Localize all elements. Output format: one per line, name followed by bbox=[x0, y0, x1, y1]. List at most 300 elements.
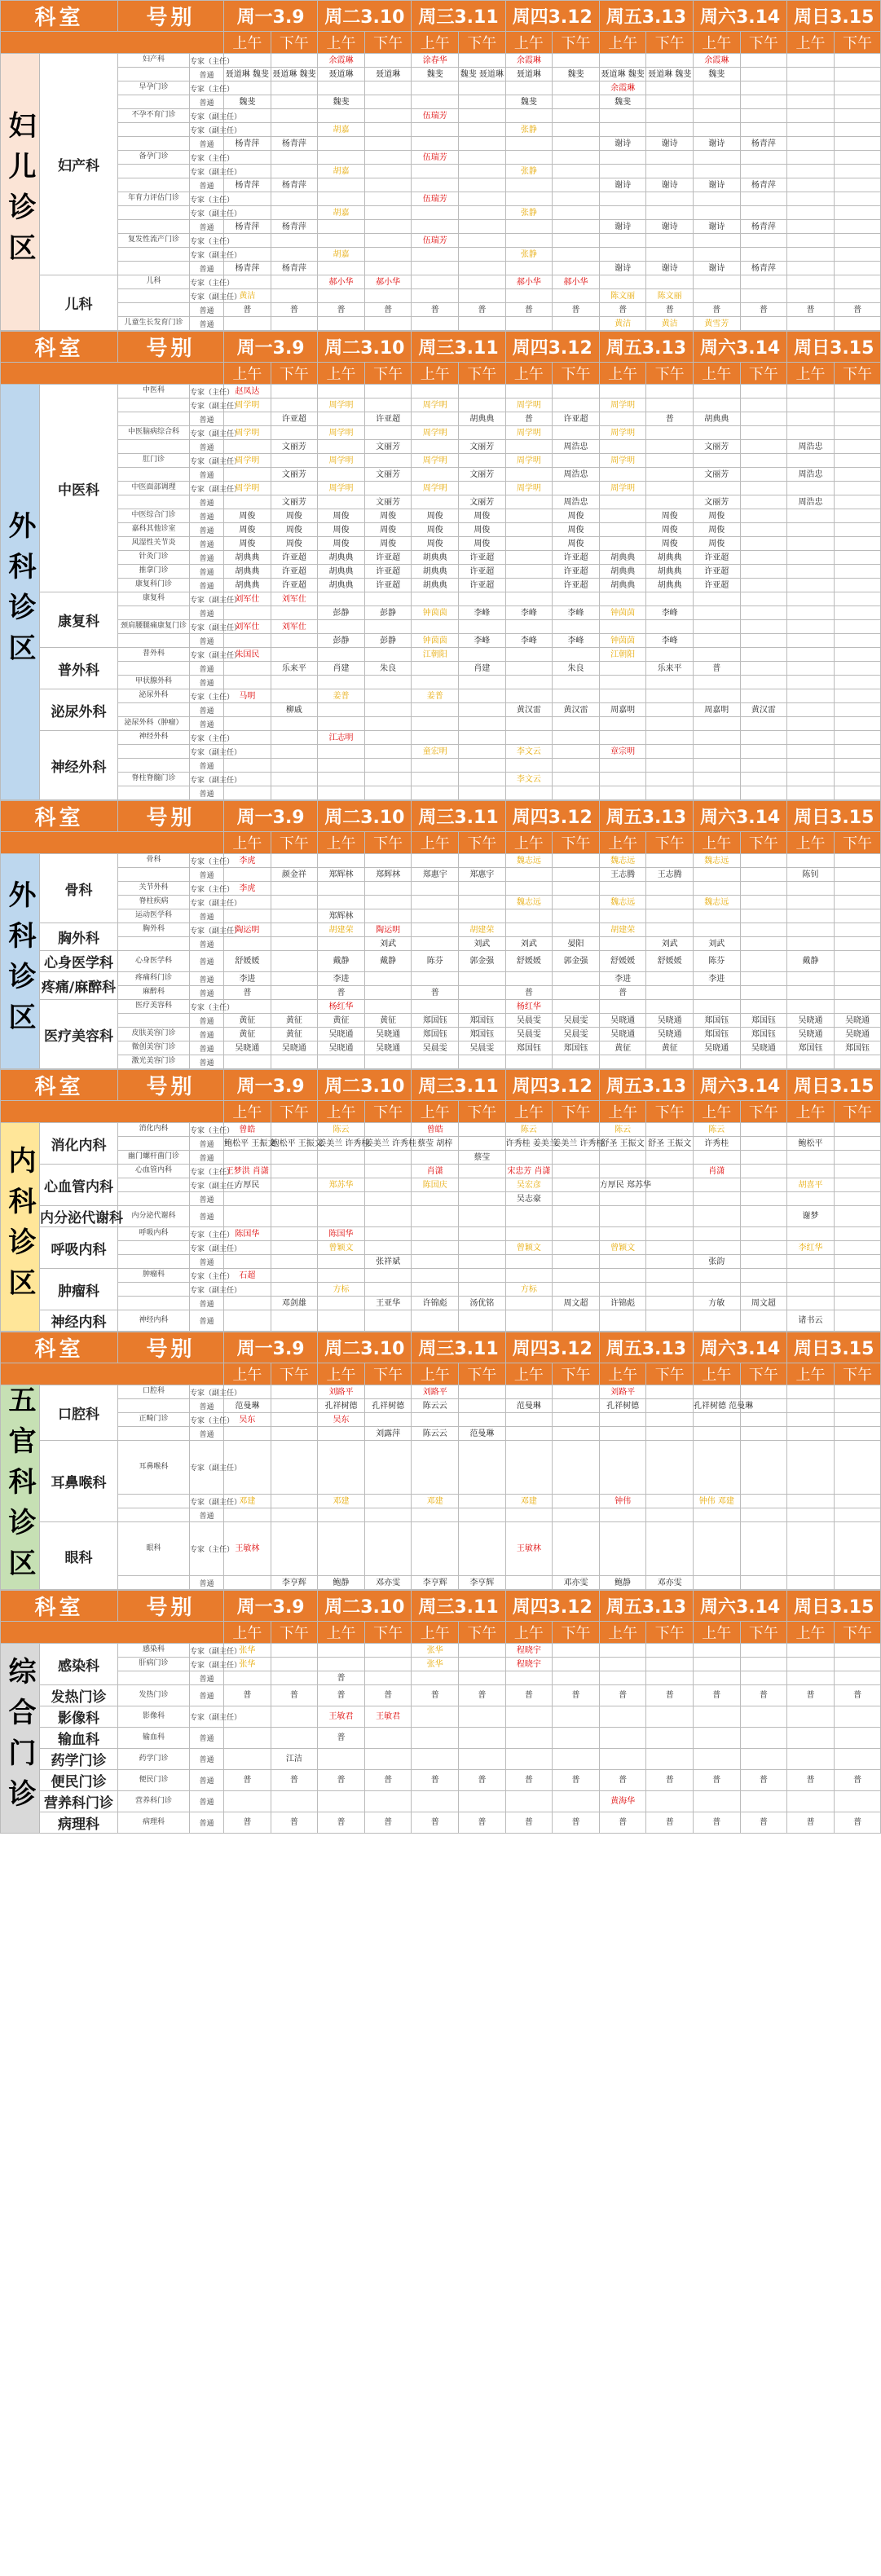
dept-name: 呼吸内科 bbox=[40, 1227, 118, 1269]
region-label: 妇儿诊区 bbox=[1, 54, 40, 331]
clinic-name bbox=[118, 262, 190, 275]
schedule-cell bbox=[646, 399, 694, 412]
schedule-cell bbox=[599, 1508, 646, 1522]
schedule-cell bbox=[646, 440, 694, 454]
header-pm: 下午 bbox=[271, 1622, 318, 1644]
schedule-cell bbox=[459, 1227, 506, 1241]
table-row bbox=[1, 1644, 881, 1658]
header-pm: 下午 bbox=[553, 1363, 600, 1385]
schedule-cell bbox=[364, 109, 412, 123]
doctor-level: 普通 bbox=[190, 909, 224, 923]
schedule-cell: 魏志远 bbox=[693, 896, 740, 909]
schedule-cell bbox=[740, 909, 787, 923]
schedule-cell bbox=[646, 1413, 694, 1427]
header-pm: 下午 bbox=[553, 1101, 600, 1123]
header-am: 上午 bbox=[599, 832, 646, 854]
schedule-cell bbox=[505, 868, 553, 882]
header-blank bbox=[1, 363, 224, 385]
schedule-cell bbox=[693, 1385, 740, 1399]
schedule-cell bbox=[271, 1206, 318, 1227]
schedule-cell bbox=[740, 81, 787, 95]
schedule-cell bbox=[834, 1706, 881, 1728]
header-pm: 下午 bbox=[553, 1622, 600, 1644]
header-day: 周五3.13 bbox=[599, 801, 693, 832]
schedule-cell: 周学明 bbox=[224, 482, 271, 495]
schedule-cell bbox=[505, 1255, 553, 1269]
schedule-cell bbox=[224, 1508, 271, 1522]
schedule-cell bbox=[787, 1192, 835, 1206]
header-am: 上午 bbox=[787, 363, 835, 385]
schedule-cell: 邓亦雯 bbox=[553, 1576, 600, 1590]
schedule-cell bbox=[646, 1206, 694, 1227]
schedule-cell bbox=[693, 868, 740, 882]
header-day: 周三3.11 bbox=[412, 1, 505, 32]
doctor-level: 普通 bbox=[190, 317, 224, 331]
schedule-cell bbox=[646, 648, 694, 662]
schedule-cell bbox=[224, 868, 271, 882]
schedule-cell bbox=[318, 137, 365, 151]
schedule-cell: 吴晓通 bbox=[787, 1014, 835, 1028]
schedule-cell bbox=[364, 220, 412, 234]
schedule-cell bbox=[599, 523, 646, 537]
schedule-cell: 普 bbox=[364, 1770, 412, 1791]
schedule-cell bbox=[646, 909, 694, 923]
schedule-cell: 陈云 bbox=[599, 1123, 646, 1137]
schedule-cell bbox=[553, 1706, 600, 1728]
schedule-cell bbox=[599, 1671, 646, 1685]
schedule-cell bbox=[599, 1522, 646, 1576]
schedule-cell: 章宗明 bbox=[599, 745, 646, 759]
schedule-cell bbox=[505, 178, 553, 192]
schedule-cell bbox=[834, 178, 881, 192]
schedule-cell bbox=[505, 620, 553, 634]
schedule-cell bbox=[693, 385, 740, 399]
schedule-cell bbox=[505, 151, 553, 165]
schedule-cell: 胡典典 bbox=[599, 551, 646, 565]
dept-name: 便民门诊 bbox=[40, 1770, 118, 1791]
schedule-cell: 李峰 bbox=[459, 634, 506, 648]
doctor-level: 专家（主任） bbox=[190, 234, 224, 248]
schedule-cell bbox=[412, 909, 459, 923]
schedule-cell bbox=[740, 882, 787, 896]
schedule-cell bbox=[787, 192, 835, 206]
schedule-cell: 乐来平 bbox=[646, 662, 694, 676]
schedule-cell: 孔祥树德 bbox=[599, 1399, 646, 1413]
schedule-cell bbox=[364, 95, 412, 109]
table-row bbox=[1, 151, 881, 165]
schedule-cell: 周俊 bbox=[553, 537, 600, 551]
table-row bbox=[1, 565, 881, 579]
schedule-cell bbox=[505, 220, 553, 234]
schedule-cell bbox=[318, 854, 365, 868]
schedule-cell bbox=[271, 676, 318, 689]
schedule-cell: 姜普 bbox=[318, 689, 365, 703]
schedule-cell bbox=[318, 1749, 365, 1770]
table-row bbox=[1, 909, 881, 923]
header-pm: 下午 bbox=[459, 32, 506, 54]
header-pm: 下午 bbox=[271, 32, 318, 54]
clinic-name bbox=[118, 206, 190, 220]
schedule-cell bbox=[459, 109, 506, 123]
schedule-cell bbox=[787, 1000, 835, 1014]
schedule-cell: 黄洁 bbox=[599, 317, 646, 331]
schedule-cell bbox=[505, 717, 553, 731]
clinic-name bbox=[118, 759, 190, 773]
schedule-cell: 方标 bbox=[505, 1283, 553, 1297]
header-am: 上午 bbox=[412, 363, 459, 385]
schedule-cell bbox=[646, 426, 694, 440]
header-blank bbox=[1, 1363, 224, 1385]
schedule-cell bbox=[646, 1791, 694, 1812]
schedule-cell bbox=[693, 1671, 740, 1685]
schedule-cell bbox=[364, 1495, 412, 1508]
schedule-cell bbox=[271, 1255, 318, 1269]
table-row bbox=[1, 220, 881, 234]
schedule-section bbox=[0, 1590, 881, 1834]
schedule-cell bbox=[271, 1283, 318, 1297]
schedule-cell: 普 bbox=[646, 1770, 694, 1791]
schedule-cell: 周文超 bbox=[553, 1297, 600, 1310]
doctor-level: 专家（主任） bbox=[190, 1165, 224, 1178]
schedule-cell bbox=[787, 317, 835, 331]
schedule-cell bbox=[271, 1399, 318, 1413]
schedule-cell: 胡建荣 bbox=[318, 923, 365, 937]
schedule-cell bbox=[318, 896, 365, 909]
header-pm: 下午 bbox=[740, 1363, 787, 1385]
doctor-level: 普通 bbox=[190, 95, 224, 109]
header-room: 科室 bbox=[1, 1591, 118, 1622]
schedule-cell bbox=[834, 1206, 881, 1227]
schedule-cell bbox=[740, 509, 787, 523]
schedule-cell: 吴宏彦 bbox=[505, 1178, 553, 1192]
schedule-cell bbox=[787, 972, 835, 986]
schedule-cell bbox=[364, 1055, 412, 1069]
schedule-cell bbox=[740, 1269, 787, 1283]
schedule-cell bbox=[834, 745, 881, 759]
schedule-cell bbox=[834, 109, 881, 123]
table-row bbox=[1, 248, 881, 262]
schedule-cell bbox=[505, 1413, 553, 1427]
schedule-cell bbox=[459, 1522, 506, 1576]
schedule-cell bbox=[787, 234, 835, 248]
clinic-name: 肛门诊 bbox=[118, 454, 190, 468]
dept-name: 医疗美容科 bbox=[40, 1000, 118, 1069]
schedule-cell bbox=[599, 440, 646, 454]
schedule-cell bbox=[646, 882, 694, 896]
schedule-cell bbox=[412, 385, 459, 399]
schedule-cell bbox=[459, 426, 506, 440]
schedule-cell: 江朝阳 bbox=[599, 648, 646, 662]
schedule-cell bbox=[224, 495, 271, 509]
schedule-cell bbox=[505, 551, 553, 565]
schedule-cell bbox=[599, 1269, 646, 1283]
schedule-cell bbox=[271, 1658, 318, 1671]
header-day: 周日3.15 bbox=[787, 1, 881, 32]
schedule-cell: 杨青萍 bbox=[740, 220, 787, 234]
schedule-cell: 黄征 bbox=[318, 1014, 365, 1028]
schedule-cell: 钟茵茵 bbox=[412, 606, 459, 620]
schedule-cell: 周学明 bbox=[505, 399, 553, 412]
schedule-cell bbox=[318, 412, 365, 426]
dept-name: 影像科 bbox=[40, 1706, 118, 1728]
schedule-cell bbox=[787, 399, 835, 412]
schedule-cell bbox=[459, 854, 506, 868]
clinic-name bbox=[118, 1014, 190, 1028]
schedule-cell bbox=[271, 1178, 318, 1192]
schedule-cell: 彭静 bbox=[318, 606, 365, 620]
schedule-cell bbox=[505, 1576, 553, 1590]
table-row bbox=[1, 1055, 881, 1069]
header-pm: 下午 bbox=[834, 363, 881, 385]
schedule-cell bbox=[459, 54, 506, 68]
schedule-cell bbox=[364, 248, 412, 262]
schedule-cell bbox=[834, 937, 881, 951]
schedule-cell bbox=[740, 951, 787, 972]
schedule-cell bbox=[364, 1749, 412, 1770]
schedule-cell bbox=[459, 896, 506, 909]
doctor-level: 专家（副主任） bbox=[190, 1644, 224, 1658]
schedule-cell bbox=[834, 495, 881, 509]
schedule-cell: 普 bbox=[505, 1685, 553, 1706]
schedule-section bbox=[0, 1069, 881, 1332]
schedule-cell: 普 bbox=[740, 1685, 787, 1706]
schedule-cell bbox=[271, 165, 318, 178]
schedule-cell bbox=[459, 882, 506, 896]
schedule-cell bbox=[740, 1283, 787, 1297]
schedule-cell bbox=[599, 882, 646, 896]
doctor-level: 专家（主任） bbox=[190, 854, 224, 868]
doctor-level: 普通 bbox=[190, 1310, 224, 1332]
schedule-cell: 胡嘉 bbox=[318, 123, 365, 137]
schedule-cell bbox=[459, 1310, 506, 1332]
schedule-cell bbox=[693, 1508, 740, 1522]
schedule-cell: 伍瑞芳 bbox=[412, 151, 459, 165]
table-row bbox=[1, 1178, 881, 1192]
schedule-cell bbox=[646, 592, 694, 606]
schedule-cell bbox=[412, 759, 459, 773]
schedule-cell bbox=[271, 1728, 318, 1749]
schedule-cell bbox=[412, 717, 459, 731]
schedule-cell: 周俊 bbox=[271, 509, 318, 523]
schedule-cell: 普 bbox=[412, 1770, 459, 1791]
schedule-cell: 周俊 bbox=[318, 523, 365, 537]
doctor-level: 专家（主任） bbox=[190, 1123, 224, 1137]
schedule-cell: 黄汉雷 bbox=[553, 703, 600, 717]
schedule-cell: 周俊 bbox=[224, 509, 271, 523]
schedule-cell bbox=[364, 399, 412, 412]
schedule-cell bbox=[646, 109, 694, 123]
clinic-name: 康复科门诊 bbox=[118, 579, 190, 592]
header-pm: 下午 bbox=[364, 1622, 412, 1644]
clinic-name: 神经外科 bbox=[118, 731, 190, 745]
header-am: 上午 bbox=[412, 1622, 459, 1644]
schedule-cell: 普 bbox=[787, 303, 835, 317]
doctor-level: 普通 bbox=[190, 495, 224, 509]
schedule-cell bbox=[599, 937, 646, 951]
schedule-cell bbox=[787, 1269, 835, 1283]
clinic-name bbox=[118, 412, 190, 426]
schedule-cell bbox=[318, 703, 365, 717]
schedule-cell bbox=[646, 620, 694, 634]
schedule-cell bbox=[318, 1522, 365, 1576]
doctor-level: 普通 bbox=[190, 303, 224, 317]
schedule-cell bbox=[364, 1310, 412, 1332]
schedule-cell: 黄雪芳 bbox=[693, 317, 740, 331]
schedule-cell bbox=[271, 1269, 318, 1283]
schedule-cell bbox=[412, 1522, 459, 1576]
header-am: 上午 bbox=[318, 32, 365, 54]
schedule-cell: 许秀桂 姜美兰 bbox=[505, 1137, 553, 1151]
schedule-cell: 聂道琳 魏斐 bbox=[599, 68, 646, 81]
schedule-cell bbox=[364, 676, 412, 689]
schedule-cell bbox=[599, 1227, 646, 1241]
schedule-cell bbox=[271, 426, 318, 440]
schedule-cell bbox=[553, 248, 600, 262]
schedule-cell bbox=[412, 1413, 459, 1427]
schedule-cell: 郑国钰 bbox=[505, 1041, 553, 1055]
doctor-level: 普通 bbox=[190, 1297, 224, 1310]
schedule-cell: 江朝阳 bbox=[412, 648, 459, 662]
schedule-cell bbox=[459, 1791, 506, 1812]
schedule-cell: 孔祥树德 bbox=[318, 1399, 365, 1413]
doctor-level: 普通 bbox=[190, 579, 224, 592]
doctor-level: 专家（主任） bbox=[190, 275, 224, 289]
schedule-cell bbox=[693, 1227, 740, 1241]
schedule-cell bbox=[740, 440, 787, 454]
schedule-cell bbox=[599, 1413, 646, 1427]
schedule-cell: 鲍松平 王振文 bbox=[271, 1137, 318, 1151]
schedule-cell bbox=[553, 1427, 600, 1441]
schedule-cell bbox=[271, 1413, 318, 1427]
schedule-cell: 许秀桂 bbox=[693, 1137, 740, 1151]
schedule-cell: 聂道琳 魏斐 bbox=[271, 68, 318, 81]
schedule-cell: 伍瑞芳 bbox=[412, 192, 459, 206]
schedule-cell bbox=[459, 1137, 506, 1151]
schedule-cell bbox=[834, 412, 881, 426]
schedule-cell bbox=[505, 662, 553, 676]
schedule-cell: 马明 bbox=[224, 689, 271, 703]
schedule-cell bbox=[271, 234, 318, 248]
schedule-cell: 普 bbox=[459, 1685, 506, 1706]
table-row bbox=[1, 289, 881, 303]
schedule-cell bbox=[459, 986, 506, 1000]
schedule-cell bbox=[553, 454, 600, 468]
schedule-cell bbox=[787, 731, 835, 745]
doctor-level: 普通 bbox=[190, 1014, 224, 1028]
schedule-cell bbox=[599, 1055, 646, 1069]
schedule-cell: 周俊 bbox=[318, 537, 365, 551]
schedule-cell bbox=[787, 95, 835, 109]
schedule-cell: 吴晓通 bbox=[787, 1028, 835, 1041]
schedule-cell bbox=[505, 317, 553, 331]
schedule-cell bbox=[834, 551, 881, 565]
schedule-cell bbox=[459, 1508, 506, 1522]
schedule-cell: 聂道琳 魏斐 bbox=[646, 68, 694, 81]
schedule-cell bbox=[364, 1728, 412, 1749]
schedule-cell bbox=[646, 1192, 694, 1206]
schedule-cell: 戴静 bbox=[364, 951, 412, 972]
schedule-cell: 周学明 bbox=[412, 454, 459, 468]
clinic-name: 中医脑病综合科 bbox=[118, 426, 190, 440]
schedule-cell bbox=[553, 592, 600, 606]
header-room: 科室 bbox=[1, 1332, 118, 1363]
schedule-cell: 胡典典 bbox=[224, 579, 271, 592]
schedule-cell: 许亚超 bbox=[693, 551, 740, 565]
schedule-cell: 刘军仕 bbox=[224, 592, 271, 606]
schedule-cell: 胡典典 bbox=[412, 551, 459, 565]
schedule-cell bbox=[693, 109, 740, 123]
clinic-name: 营养科门诊 bbox=[118, 1791, 190, 1812]
doctor-level: 普通 bbox=[190, 1671, 224, 1685]
schedule-cell bbox=[740, 1165, 787, 1178]
table-row bbox=[1, 882, 881, 896]
schedule-cell bbox=[646, 896, 694, 909]
schedule-cell: 肖建 bbox=[318, 662, 365, 676]
schedule-cell bbox=[459, 1123, 506, 1137]
schedule-cell bbox=[224, 717, 271, 731]
header-day: 周四3.12 bbox=[505, 1591, 599, 1622]
schedule-cell bbox=[646, 1055, 694, 1069]
schedule-cell bbox=[834, 731, 881, 745]
schedule-cell bbox=[693, 81, 740, 95]
schedule-cell bbox=[364, 426, 412, 440]
region-label: 综合门诊 bbox=[1, 1644, 40, 1834]
schedule-cell: 童宏明 bbox=[412, 745, 459, 759]
schedule-cell bbox=[553, 1178, 600, 1192]
schedule-cell: 普 bbox=[505, 1812, 553, 1834]
dept-name: 眼科 bbox=[40, 1522, 118, 1590]
doctor-level: 普通 bbox=[190, 1137, 224, 1151]
table-row bbox=[1, 192, 881, 206]
schedule-cell bbox=[459, 972, 506, 986]
table-row bbox=[1, 773, 881, 786]
clinic-name: 正畸门诊 bbox=[118, 1413, 190, 1427]
table-row bbox=[1, 262, 881, 275]
schedule-cell bbox=[740, 1227, 787, 1241]
schedule-cell bbox=[646, 81, 694, 95]
schedule-cell bbox=[459, 703, 506, 717]
schedule-cell bbox=[646, 1241, 694, 1255]
schedule-cell bbox=[834, 123, 881, 137]
clinic-name: 颈肩腰腿痛康复门诊 bbox=[118, 620, 190, 634]
schedule-cell bbox=[459, 385, 506, 399]
schedule-cell: 周俊 bbox=[318, 509, 365, 523]
schedule-cell bbox=[693, 773, 740, 786]
schedule-cell: 陈云云 bbox=[412, 1427, 459, 1441]
table-row bbox=[1, 1137, 881, 1151]
schedule-cell bbox=[646, 54, 694, 68]
schedule-cell bbox=[364, 1123, 412, 1137]
doctor-level: 普通 bbox=[190, 468, 224, 482]
schedule-cell bbox=[224, 412, 271, 426]
clinic-name bbox=[118, 606, 190, 620]
schedule-cell bbox=[364, 1206, 412, 1227]
table-row bbox=[1, 509, 881, 523]
table-row bbox=[1, 95, 881, 109]
clinic-name: 麻醉科 bbox=[118, 986, 190, 1000]
schedule-cell: 王敏林 bbox=[505, 1522, 553, 1576]
schedule-cell: 许亚超 bbox=[553, 565, 600, 579]
schedule-cell bbox=[318, 717, 365, 731]
schedule-cell bbox=[787, 565, 835, 579]
schedule-cell bbox=[740, 1255, 787, 1269]
schedule-cell bbox=[553, 165, 600, 178]
clinic-name: 早孕门诊 bbox=[118, 81, 190, 95]
schedule-cell bbox=[693, 1206, 740, 1227]
header-day: 周一3.9 bbox=[224, 801, 318, 832]
schedule-cell: 谢诗 bbox=[646, 262, 694, 275]
schedule-cell bbox=[505, 1749, 553, 1770]
